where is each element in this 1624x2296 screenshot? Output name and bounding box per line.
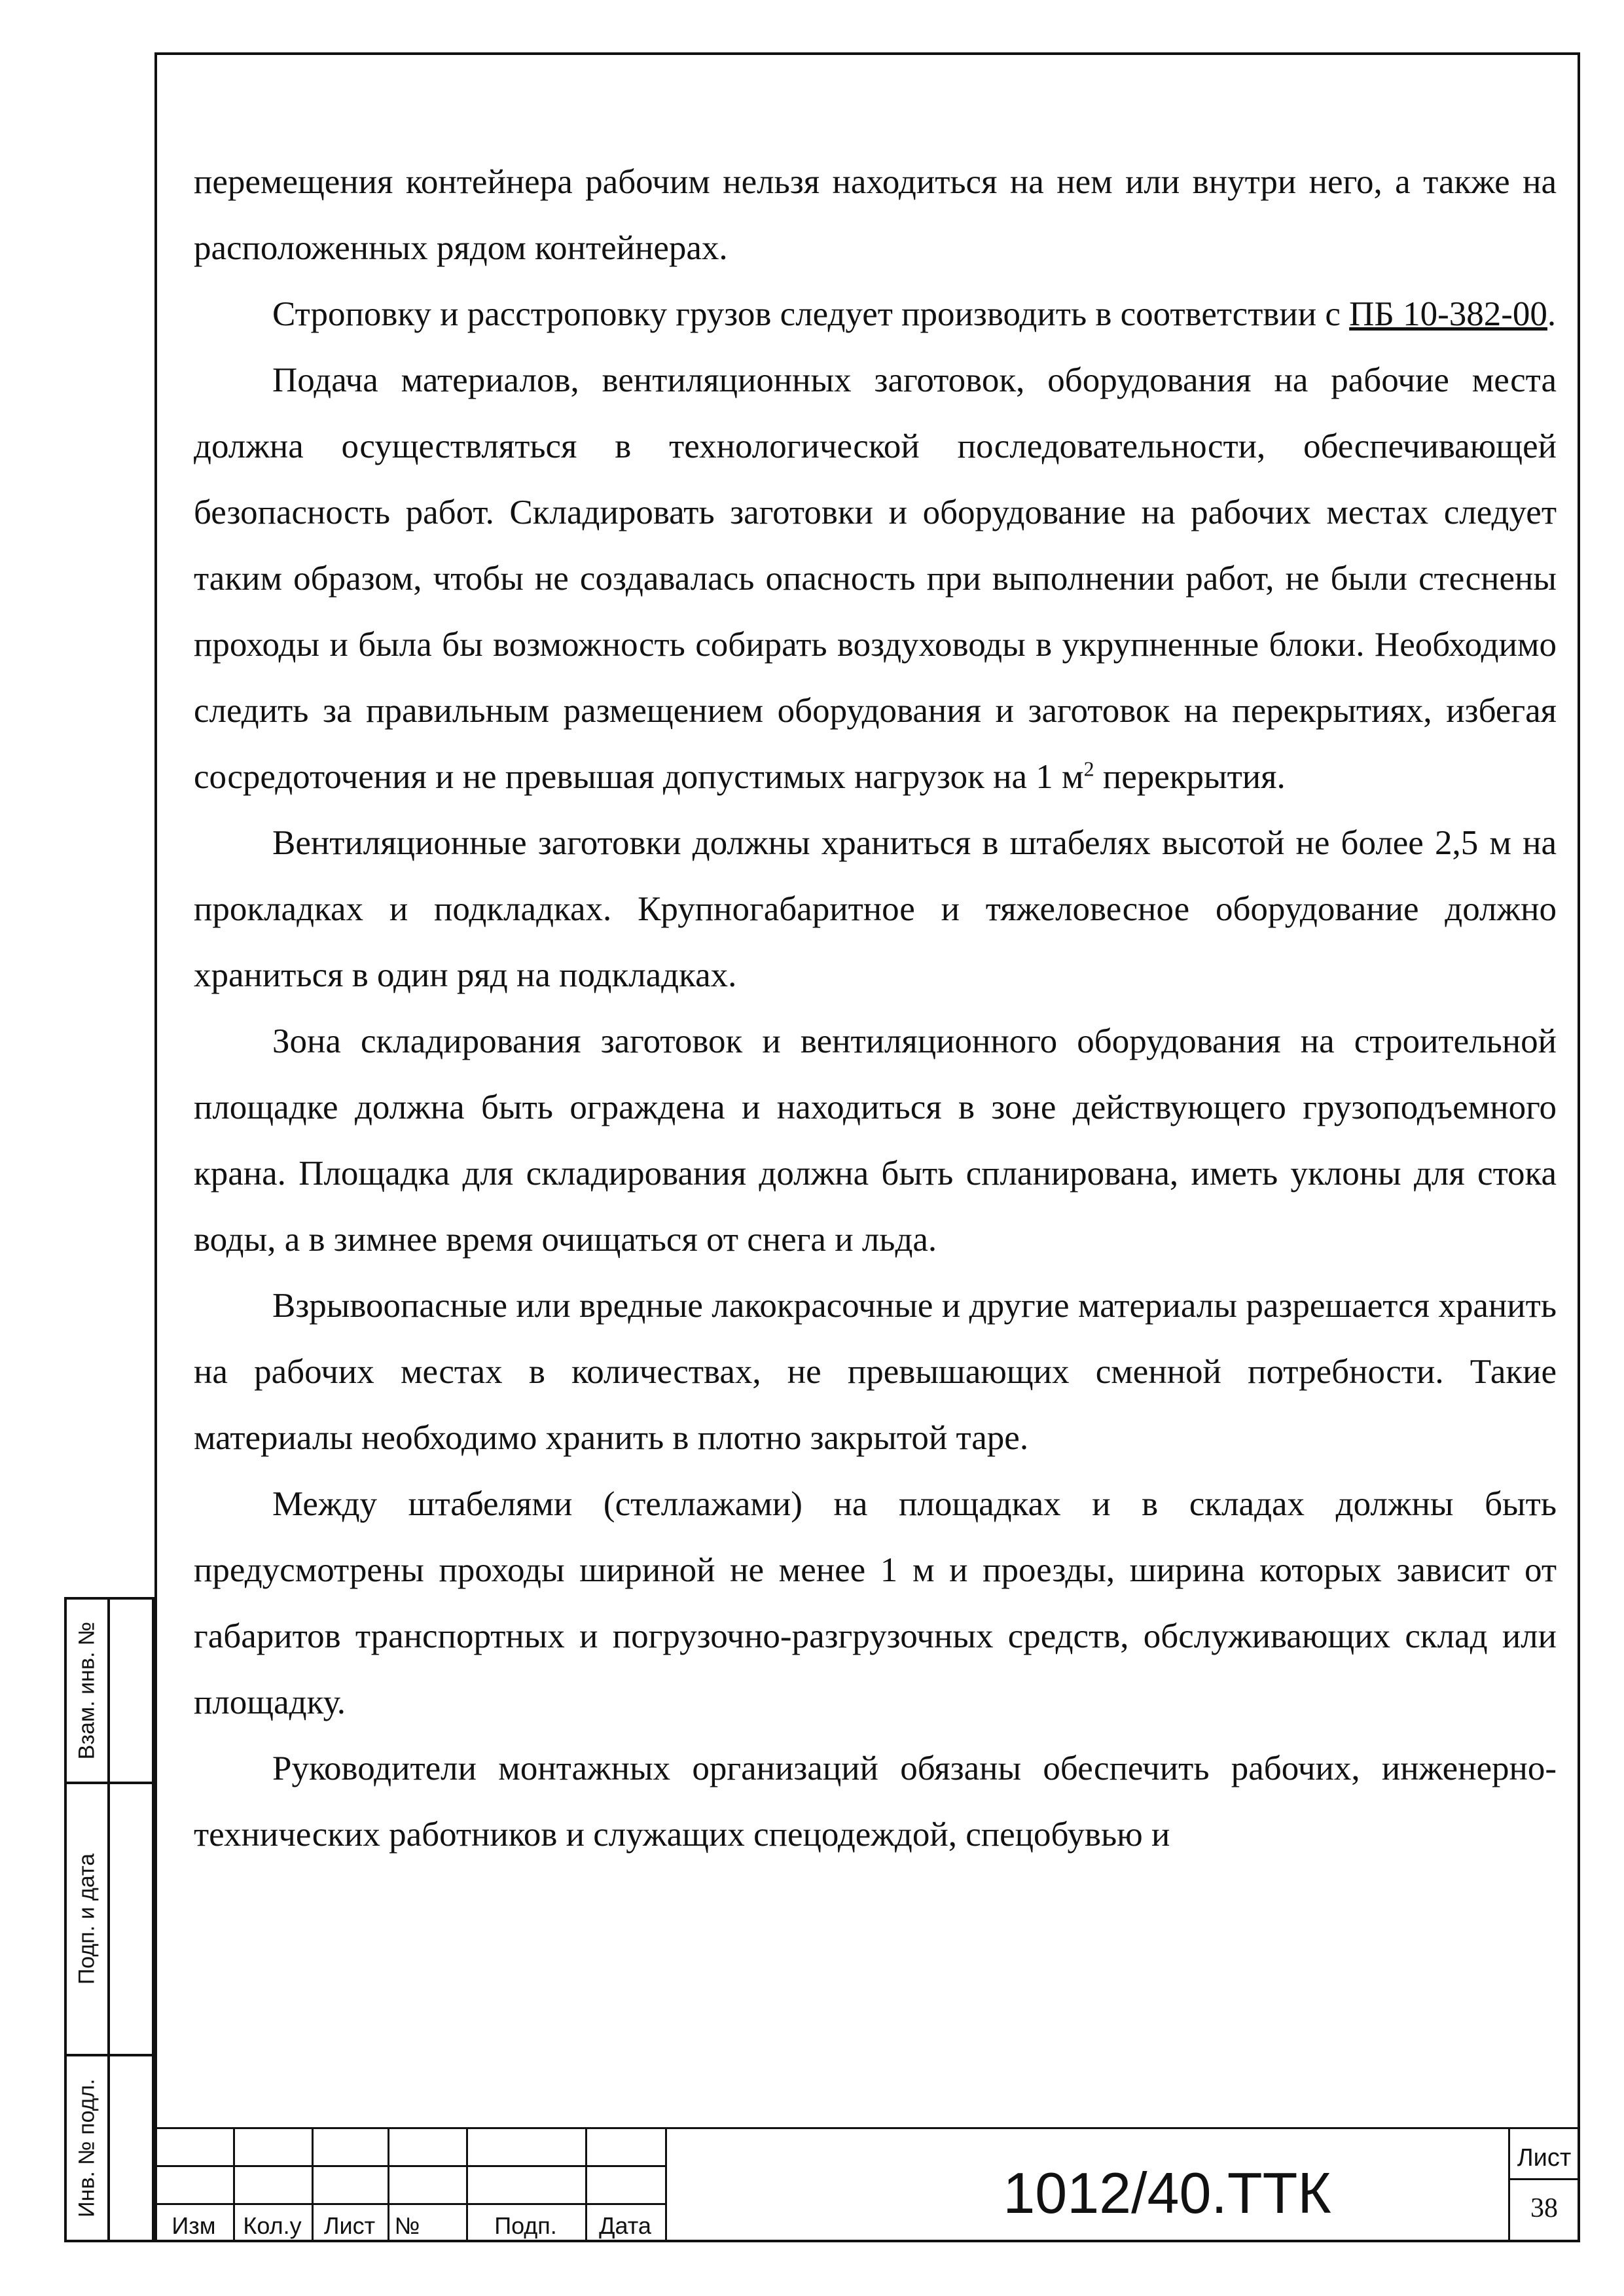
col-kol-label: Кол.у [243, 2212, 302, 2239]
col-data-label: Дата [599, 2212, 651, 2239]
paragraph-4: Вентиляционные заготовки должны храниться в штабелях высотой не более 2,5 м на прокладках и подкладках. Крупногабаритное и тяжеловесное оборудование должно храниться в один ряд на подкладках. [194, 824, 1557, 994]
side-replace-inv-label: Взам. инв. № [74, 1621, 99, 1760]
document-code: 1012/40.ТТК [1003, 2161, 1331, 2225]
side-sign-date-label: Подп. и дата [74, 1853, 99, 1985]
superscript-2: 2 [1083, 757, 1094, 781]
paragraph-7: Между штабелями (стеллажами) на площадках и в складах должны быть предусмотрены проходы шириной не менее 1 м и проезды, ширина которых зависит от габаритов транспортных и погрузочно-разгрузочных средств, обслуживающих склад или площадку. [194, 1485, 1557, 1721]
side-replace-inv [64, 1597, 154, 1784]
title-block [154, 2127, 1580, 2242]
paragraph-6: Взрывоопасные или вредные лакокрасочные и другие материалы разрешается хранить на рабочих местах в количествах, не превышающих сменной потребности. Такие материалы необходимо хранить в плотно закрытой таре. [194, 1287, 1557, 1457]
paragraph-2-end: . [1547, 295, 1557, 333]
paragraph-5: Зона складирования заготовок и вентиляционного оборудования на строительной площадке должна быть ограждена и находиться в зоне действующего грузоподъемного крана. Площадка для складирования должна быть спланирована, иметь уклоны для стока воды, а в зимнее время очищаться от снега и льда. [194, 1022, 1557, 1259]
paragraph-2 [194, 281, 1557, 348]
standard-link-pb[interactable]: ПБ 10-382-00 [1349, 295, 1547, 333]
paragraph-3-end: перекрытия. [1094, 758, 1286, 796]
paragraph-3-text: Подача материалов, вентиляционных заготовок, оборудования на рабочие места должна осуществляться в технологической последовательности, обеспечивающей безопасность работ. Складировать заготовки и оборудование на рабочих местах следует таким образом, чтобы не создавалась опасность при выполнении работ, не были стеснены проходы и была бы возможность собирать воздуховоды в укрупненные блоки. Необходимо следить за правильным размещением оборудования и заготовок на перекрытиях, избегая сосредоточения и не превышая допустимых нагрузок на 1 м [194, 361, 1557, 796]
paragraph-2-text: Строповку и расстроповку грузов следует производить в соответствии с [272, 295, 1350, 333]
col-podp-label: Подп. [494, 2212, 557, 2239]
col-izm-label: Изм [171, 2212, 216, 2239]
sheet-label: Лист [1517, 2144, 1572, 2172]
side-inv-orig-label: Инв. № подл. [74, 2079, 99, 2217]
paragraph-3 [194, 348, 1557, 810]
sheet-number: 38 [1530, 2193, 1558, 2223]
body-text [194, 149, 1557, 1868]
side-sign-date [64, 1782, 154, 2056]
col-num-label: № [394, 2212, 420, 2239]
paragraph-8: Руководители монтажных организаций обязаны обеспечить рабочих, инженерно-технических работников и служащих спецодеждой, спецобувью и [194, 1749, 1557, 1854]
paragraph-1: перемещения контейнера рабочим нельзя находиться на нем или внутри него, а также на расположенных рядом контейнерах. [194, 163, 1557, 267]
col-list-label: Лист [323, 2212, 376, 2239]
side-inv-orig [64, 2054, 154, 2242]
